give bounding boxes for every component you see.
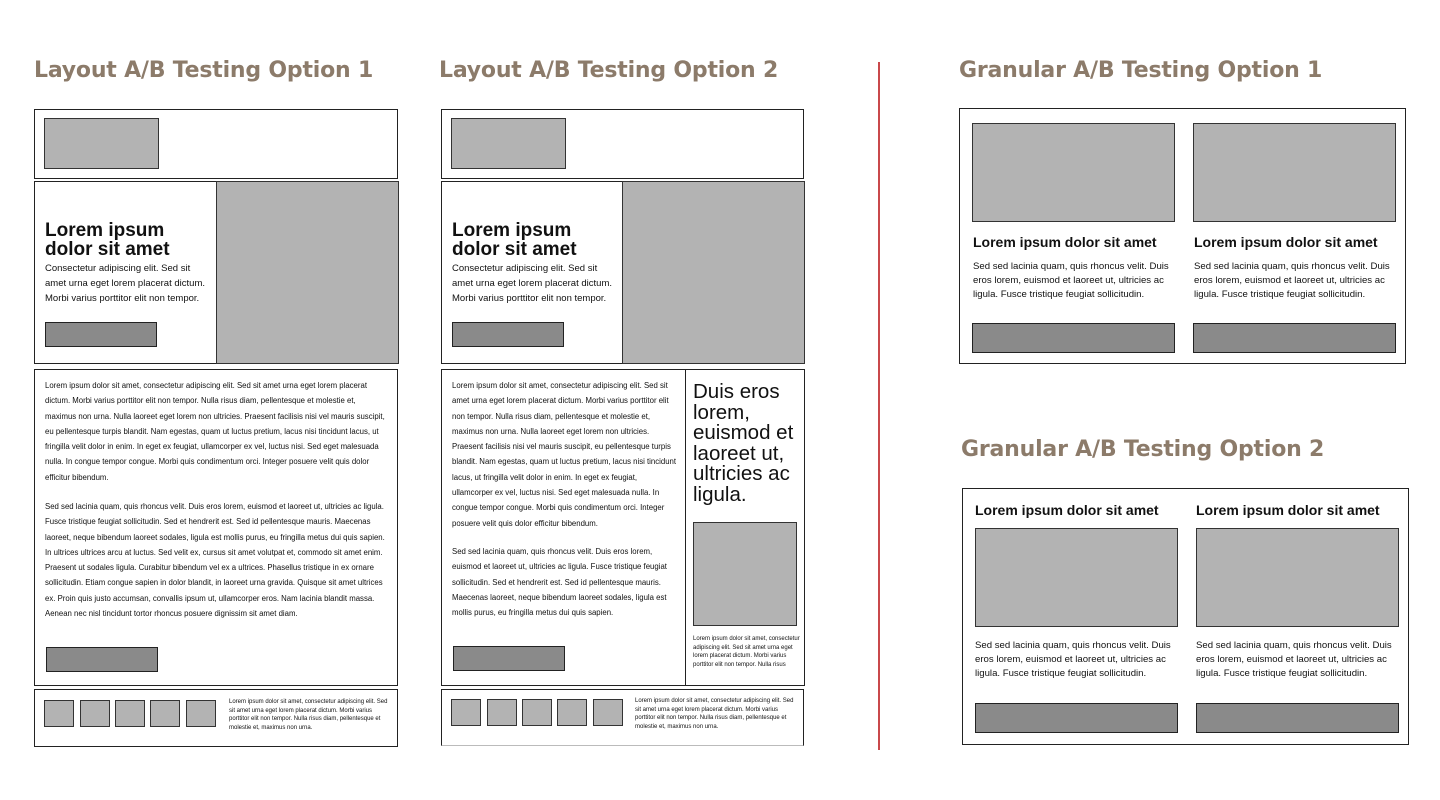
card-text: Sed sed lacinia quam, quis rhoncus velit. Duis eros lorem, euismod et laoreet ut, ultricies ac ligula. Fusce tristique feugiat sollicitudin.	[1194, 261, 1390, 300]
hero-cta-button[interactable]	[452, 322, 564, 347]
granular-option-2-title: Granular A/B Testing Option 2	[961, 437, 1325, 462]
granular-option-1-wireframe	[959, 108, 1406, 364]
hero-image-placeholder	[622, 181, 805, 364]
body-paragraph-1: Lorem ipsum dolor sit amet, consectetur adipiscing elit. Sed sit amet urna eget lorem placerat dictum. Morbi varius porttitor elit non tempor. Nulla risus diam, pellentesque et molestie et, maximus non urna. Nulla laoreet eget lorem non ultricies. Praesent facilisis nisi vel mauris suscipit, eu pellentesque turpis blandit. Nam egestas, quam ut luctus pretium, lacus nisi tincidunt lacus, ut fringilla velit dolor in enim. In eget ex feugiat, ullamcorper ex vel, luctus nisi. Sed eget malesuada nulla. In congue tempor congue. Morbi quis condimentum orci. Integer posuere velit quis dolor efficitur bibendum.	[452, 381, 677, 528]
body-cta-button[interactable]	[453, 646, 565, 671]
thumbnail-placeholder	[80, 700, 110, 727]
footer-section	[441, 689, 804, 746]
thumbnail-placeholder	[150, 700, 180, 727]
hero-section	[441, 181, 804, 364]
hero-section	[34, 181, 398, 364]
body-paragraph-2: Sed sed lacinia quam, quis rhoncus velit. Duis eros lorem, euismod et laoreet ut, ultricies ac ligula. Fusce tristique feugiat sollicitudin. Sed et hendrerit est. Sed id pellentesque mauris. Maecenas laoreet, neque bibendum laoreet sodales, ligula est mollis purus, eu fringilla metus dui quis sapien.	[452, 547, 667, 618]
thumbnail-placeholder	[451, 699, 481, 726]
thumbnail-placeholder	[593, 699, 623, 726]
header-section	[34, 109, 398, 179]
card-cta-button[interactable]	[1193, 323, 1396, 353]
card-heading: Lorem ipsum dolor sit amet	[1194, 234, 1378, 250]
card-cta-button[interactable]	[972, 323, 1175, 353]
card-heading: Lorem ipsum dolor sit amet	[973, 234, 1157, 250]
hero-heading: Lorem ipsum dolor sit amet	[452, 220, 577, 260]
body-section	[441, 369, 804, 686]
footer-text: Lorem ipsum dolor sit amet, consectetur adipiscing elit. Sed sit amet urna eget lorem placerat dictum. Morbi varius porttitor elit non tempor. Nulla risus diam, pellentesque et molestie et, maximus non urna.	[635, 698, 794, 730]
sidebar-heading: Duis eros lorem, euismod et laoreet ut, ultricies ac ligula.	[693, 380, 794, 506]
layout-option-1-title: Layout A/B Testing Option 1	[34, 58, 374, 83]
thumbnail-placeholder	[487, 699, 517, 726]
granular-option-2-wireframe	[962, 488, 1409, 745]
layout-option-2-title: Layout A/B Testing Option 2	[439, 58, 779, 83]
hero-cta-button[interactable]	[45, 322, 157, 347]
sidebar-text: Lorem ipsum dolor sit amet, consectetur adipiscing elit. Sed sit amet urna eget lorem placerat dictum. Morbi varius porttitor elit non tempor. Nulla risus	[693, 636, 800, 668]
footer-section	[34, 689, 398, 747]
logo-placeholder	[44, 118, 159, 169]
body-paragraph-2: Sed sed lacinia quam, quis rhoncus velit. Duis eros lorem, euismod et laoreet ut, ultricies ac ligula. Fusce tristique feugiat sollicitudin. Sed et hendrerit est. Sed id pellentesque mauris. Maecenas laoreet, neque bibendum laoreet sodales, ligula est mollis purus, eu fringilla metus dui quis sapien. In ultrices ultrices arcu at luctus. Sed velit ex, cursus sit amet volutpat et, commodo sit amet enim. Praesent ut sodales ligula. Curabitur bibendum vel ex a ultrices. Phasellus tristique in ex ornare sollicitudin. Etiam congue sapien in dolor blandit, in laoreet urna gravida. Quisque sit amet ultrices ex. Proin quis justo accumsan, convallis ipsum ut, ullamcorper eros. Nam lacinia blandit massa. Aenean nec nisl tincidunt tortor rhoncus posuere dignissim sit amet diam.	[45, 502, 385, 619]
thumbnail-placeholder	[44, 700, 74, 727]
sidebar-column	[685, 369, 805, 686]
card-image-placeholder	[1193, 123, 1396, 222]
thumbnail-placeholder	[186, 700, 216, 727]
body-section	[34, 369, 398, 686]
hero-text: Consectetur adipiscing elit. Sed sit amet urna eget lorem placerat dictum. Morbi varius porttitor elit non tempor.	[452, 263, 612, 304]
thumbnail-placeholder	[115, 700, 145, 727]
granular-option-1-title: Granular A/B Testing Option 1	[959, 58, 1323, 83]
thumbnail-placeholder	[557, 699, 587, 726]
body-cta-button[interactable]	[46, 647, 158, 672]
hero-heading: Lorem ipsum dolor sit amet	[45, 220, 170, 260]
hero-image-placeholder	[216, 181, 399, 364]
footer-text: Lorem ipsum dolor sit amet, consectetur adipiscing elit. Sed sit amet urna eget lorem placerat dictum. Morbi varius porttitor elit non tempor. Nulla risus diam, pellentesque et molestie et, maximus non urna.	[229, 699, 388, 731]
card-heading: Lorem ipsum dolor sit amet	[1196, 502, 1380, 518]
card-text: Sed sed lacinia quam, quis rhoncus velit. Duis eros lorem, euismod et laoreet ut, ultricies ac ligula. Fusce tristique feugiat sollicitudin.	[973, 261, 1169, 300]
header-section	[441, 109, 804, 179]
thumbnail-placeholder	[522, 699, 552, 726]
section-divider	[878, 62, 880, 750]
card-cta-button[interactable]	[1196, 703, 1399, 733]
card-text: Sed sed lacinia quam, quis rhoncus velit. Duis eros lorem, euismod et laoreet ut, ultricies ac ligula. Fusce tristique feugiat sollicitudin.	[975, 640, 1171, 679]
card-text: Sed sed lacinia quam, quis rhoncus velit. Duis eros lorem, euismod et laoreet ut, ultricies ac ligula. Fusce tristique feugiat sollicitudin.	[1196, 640, 1392, 679]
card-cta-button[interactable]	[975, 703, 1178, 733]
card-image-placeholder	[972, 123, 1175, 222]
card-heading: Lorem ipsum dolor sit amet	[975, 502, 1159, 518]
sidebar-image-placeholder	[693, 522, 797, 626]
logo-placeholder	[451, 118, 566, 169]
body-paragraph-1: Lorem ipsum dolor sit amet, consectetur adipiscing elit. Sed sit amet urna eget lorem placerat dictum. Morbi varius porttitor elit non tempor. Nulla risus diam, pellentesque et molestie et, maximus non urna. Nulla laoreet eget lorem non ultricies. Praesent facilisis nisi vel mauris suscipit, eu pellentesque turpis blandit. Nam egestas, quam ut luctus pretium, lacus nisi tincidunt lacus, ut fringilla velit dolor in enim. In eget ex feugiat, ullamcorper ex vel, luctus nisi. Sed eget malesuada nulla. In congue tempor congue. Morbi quis condimentum orci. Integer posuere velit quis dolor efficitur bibendum.	[45, 381, 385, 482]
card-image-placeholder	[975, 528, 1178, 627]
hero-text: Consectetur adipiscing elit. Sed sit amet urna eget lorem placerat dictum. Morbi varius porttitor elit non tempor.	[45, 263, 205, 304]
card-image-placeholder	[1196, 528, 1399, 627]
